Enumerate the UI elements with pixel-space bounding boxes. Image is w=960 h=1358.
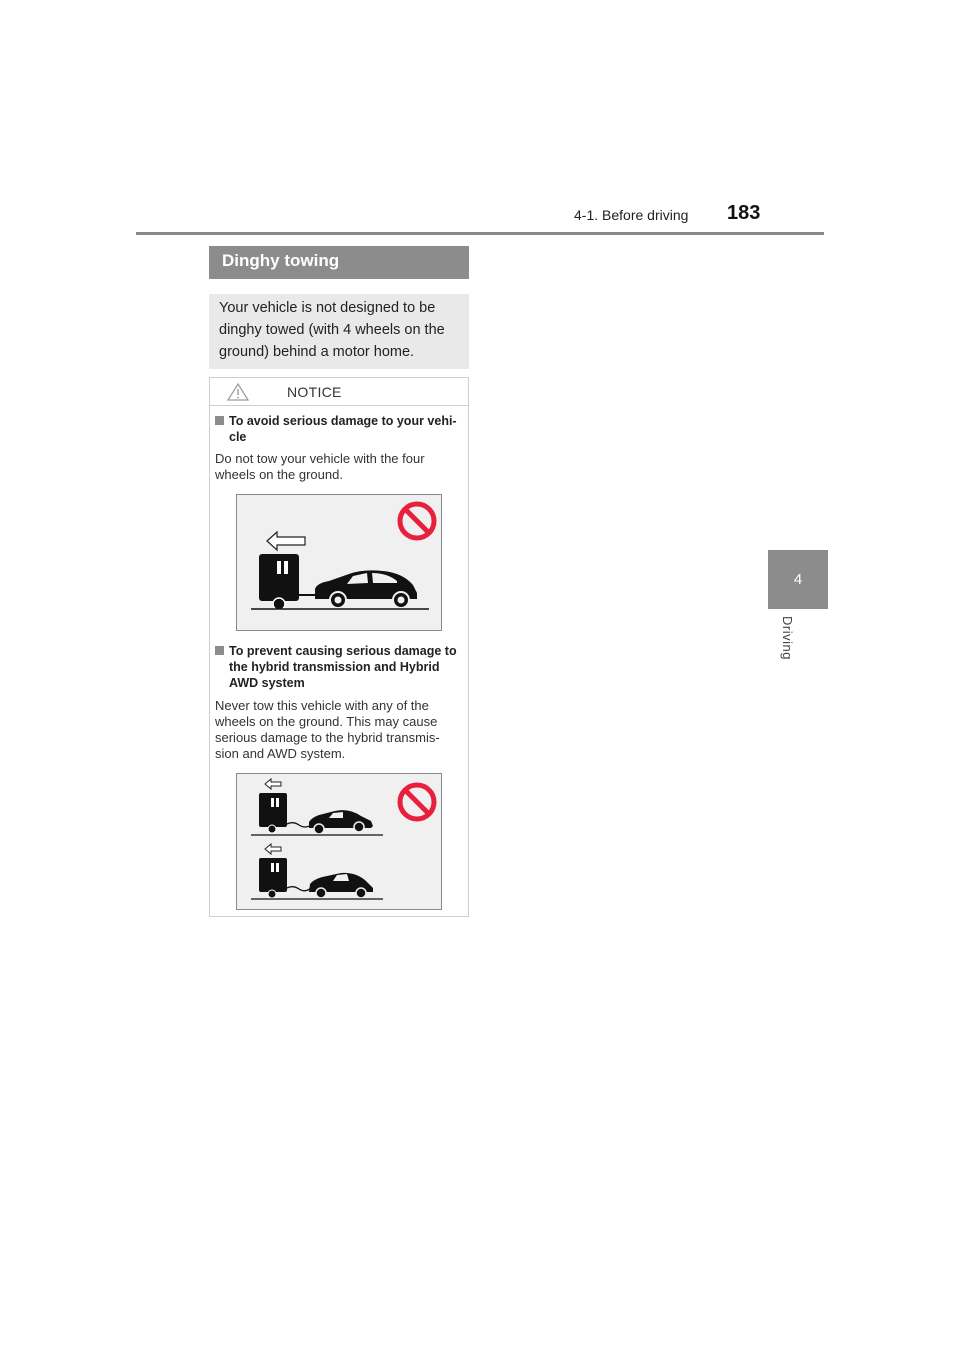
- body-line: serious damage to the hybrid transmis-: [215, 730, 440, 745]
- heading-line: To prevent causing serious damage to: [229, 644, 457, 658]
- chapter-tab: [768, 550, 828, 609]
- intro-line: ground) behind a motor home.: [219, 344, 415, 360]
- prohibition-icon: [400, 504, 434, 538]
- body-line: Do not tow your vehicle with the four: [215, 451, 425, 466]
- bullet-square-icon: [215, 416, 224, 425]
- notice-item-body: [215, 451, 465, 483]
- body-line: wheels on the ground.: [215, 467, 343, 482]
- arrow-left-icon: [265, 779, 281, 789]
- body-line: Never tow this vehicle with any of the: [215, 698, 429, 713]
- notice-item-body: [215, 698, 465, 762]
- intro-line: Your vehicle is not designed to be: [219, 300, 436, 316]
- body-line: wheels on the ground. This may cause: [215, 714, 438, 729]
- warning-triangle-icon: [227, 383, 249, 401]
- notice-item-heading: [215, 413, 465, 445]
- heading-line: To avoid serious damage to your vehi-: [229, 414, 457, 428]
- notice-item-heading: [215, 643, 465, 691]
- notice-box: [209, 377, 469, 917]
- intro-box: [209, 294, 469, 369]
- prohibition-icon: [400, 785, 434, 819]
- illustration-two-wheels-towing: [236, 773, 442, 910]
- heading-line: AWD system: [229, 676, 305, 690]
- notice-header: [210, 378, 468, 406]
- heading-line: cle: [229, 430, 247, 444]
- intro-line: dinghy towed (with 4 wheels on the: [219, 322, 445, 338]
- bullet-square-icon: [215, 646, 224, 655]
- header-divider: [136, 232, 824, 235]
- illustration-four-wheels-towing: [236, 494, 442, 631]
- towing-diagram: [237, 774, 441, 909]
- page-number: 183: [727, 202, 761, 224]
- arrow-left-icon: [267, 532, 305, 550]
- chapter-number: 4: [793, 571, 803, 588]
- chapter-label: Driving: [780, 616, 795, 660]
- section-title: Dinghy towing: [209, 246, 469, 279]
- towing-diagram: [237, 495, 441, 630]
- heading-line: the hybrid transmission and Hybrid: [229, 660, 440, 674]
- header-section-title: 4-1. Before driving: [574, 207, 689, 223]
- body-line: sion and AWD system.: [215, 746, 346, 761]
- arrow-left-icon: [265, 844, 281, 854]
- notice-label: NOTICE: [287, 384, 342, 400]
